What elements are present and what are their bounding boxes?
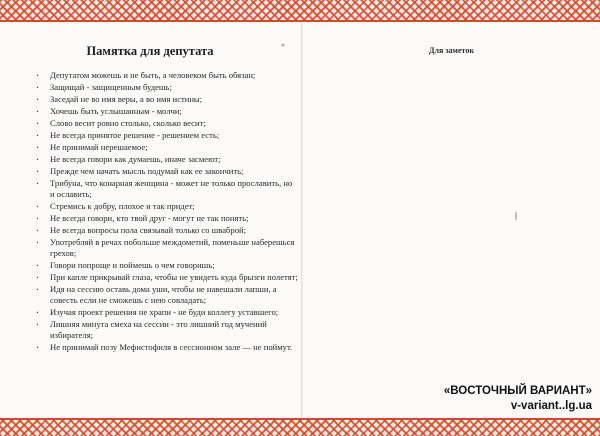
- memo-item: · Лишняя минута смеха на сессии - это лишний год мучений избирателя;: [36, 319, 298, 341]
- memo-item: · Заседай не во имя веры, а во имя истины;: [36, 94, 298, 105]
- watermark: [444, 384, 592, 414]
- memo-item: · Не принимай позу Мефистофиля в сессионном зале — не поймут.: [36, 342, 298, 353]
- memo-item: · Не всегда говори, кто твой друг - могут не так понять;: [36, 213, 298, 224]
- left-page: [0, 22, 300, 418]
- memo-item: · Изучая проект решения не храпи - не буди коллегу уставшего;: [36, 307, 298, 318]
- memo-item: · Употребляй в речах побольше междометий, поменьше наберешься грехов;: [36, 237, 298, 259]
- memo-item: · При капле прикрывай глаза, чтобы не увидеть куда брызги полетят;: [36, 272, 298, 283]
- memo-item: · Говори попроще и поймешь о чем говоришь;: [36, 260, 298, 271]
- asterisk-mark: *: [281, 42, 285, 51]
- right-page: [303, 22, 600, 418]
- memo-item: · Стремись к добру, плохое и так придет;: [36, 201, 298, 212]
- watermark-name: «ВОСТОЧНЫЙ ВАРИАНТ»: [443, 385, 592, 397]
- page-title: Памятка для депутата: [86, 44, 214, 58]
- memo-item: · Депутатом можешь и не быть, а человеком быть обязан;: [36, 70, 298, 81]
- memo-list: [36, 70, 298, 354]
- memo-item: · Не всегда вопросы пола связывай только со шваброй;: [36, 225, 298, 236]
- memo-item: · Защищай - защищенным будешь;: [36, 82, 298, 93]
- memo-item: · Хочешь быть услышанным - молчи;: [36, 106, 298, 117]
- memo-item: · Прежде чем начать мысль подумай как ее закончить;: [36, 166, 298, 177]
- watermark-url: v-variant..lg.ua: [510, 400, 592, 412]
- memo-item: · Трибуна, что конарная женщина - может не только прославить, но и ославить;: [36, 178, 298, 200]
- memo-item: · Идя на сессию оставь дома уши, чтобы не навешали лапши, а совесть если не сможешь с нею совладать;: [36, 284, 298, 306]
- notes-title: Для заметок: [429, 46, 474, 55]
- memo-item: · Не всегда принятое решение - решением есть;: [36, 130, 298, 141]
- paper-mark: [515, 212, 517, 220]
- ornament-border-bottom: [0, 418, 600, 436]
- memo-item: · Слово весит ровно столько, сколько весит;: [36, 118, 298, 129]
- ornament-border-top: [0, 0, 600, 22]
- memo-item: · Не принимай нерешаемое;: [36, 142, 298, 153]
- memo-item: · Не всегда говори как думаешь, иначе засмеют;: [36, 154, 298, 165]
